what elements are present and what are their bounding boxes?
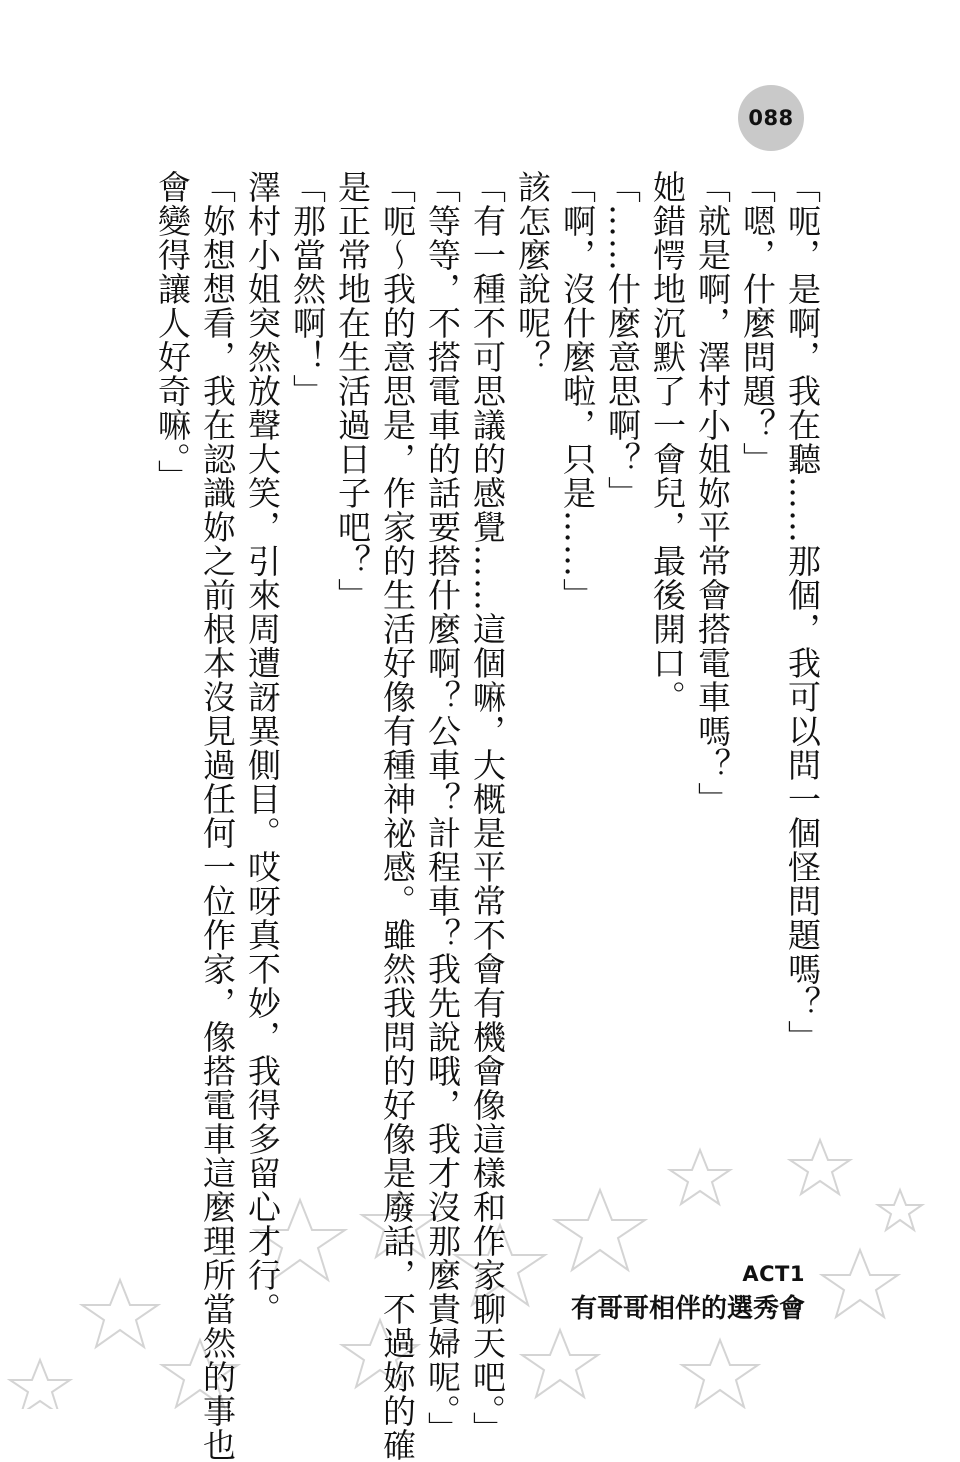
act-label: ACT1 bbox=[742, 1262, 805, 1286]
page-number-badge bbox=[738, 85, 804, 151]
text-line: 「呃，是啊，我在聽……那個，我可以問一個怪問題嗎？」 bbox=[783, 170, 822, 1054]
chapter-footer bbox=[571, 1262, 805, 1325]
text-line: 「……什麼意思啊？」 bbox=[603, 170, 642, 510]
text-line: 「啊，沒什麼啦，只是……」 bbox=[558, 170, 597, 612]
text-line: 「呃～我的意思是，作家的生活好像有種神祕感。雖然我問的好像是廢話，不過妳的確 bbox=[378, 170, 417, 1462]
text-line: 「等等，不搭電車的話要搭什麼啊？公車？計程車？我先說哦，我才沒那麼貴婦呢。」 bbox=[423, 170, 462, 1446]
text-line: 「妳想想看，我在認識妳之前根本沒見過任何一位作家，像搭電車這麼理所當然的事也 bbox=[198, 170, 237, 1462]
text-line: 她錯愕地沉默了一會兒，最後開口。 bbox=[648, 170, 687, 714]
text-line: 是正常地在生活過日子吧？」 bbox=[333, 170, 372, 612]
text-line: 「那當然啊！」 bbox=[288, 170, 327, 408]
text-line: 澤村小姐突然放聲大笑，引來周遭訝異側目。哎呀真不妙，我得多留心才行。 bbox=[243, 170, 282, 1326]
text-line: 「就是啊，澤村小姐妳平常會搭電車嗎？」 bbox=[693, 170, 732, 816]
chapter-title: 有哥哥相伴的選秀會 bbox=[570, 1294, 805, 1324]
page-number: 088 bbox=[748, 106, 794, 130]
text-line: 該怎麼說呢？ bbox=[513, 170, 552, 374]
text-line: 「有一種不可思議的感覺……這個嘛，大概是平常不會有機會像這樣和作家聊天吧。」 bbox=[468, 170, 507, 1446]
text-line: 會變得讓人好奇嘛。」 bbox=[153, 170, 192, 494]
text-line: 「嗯，什麼問題？」 bbox=[738, 170, 777, 476]
